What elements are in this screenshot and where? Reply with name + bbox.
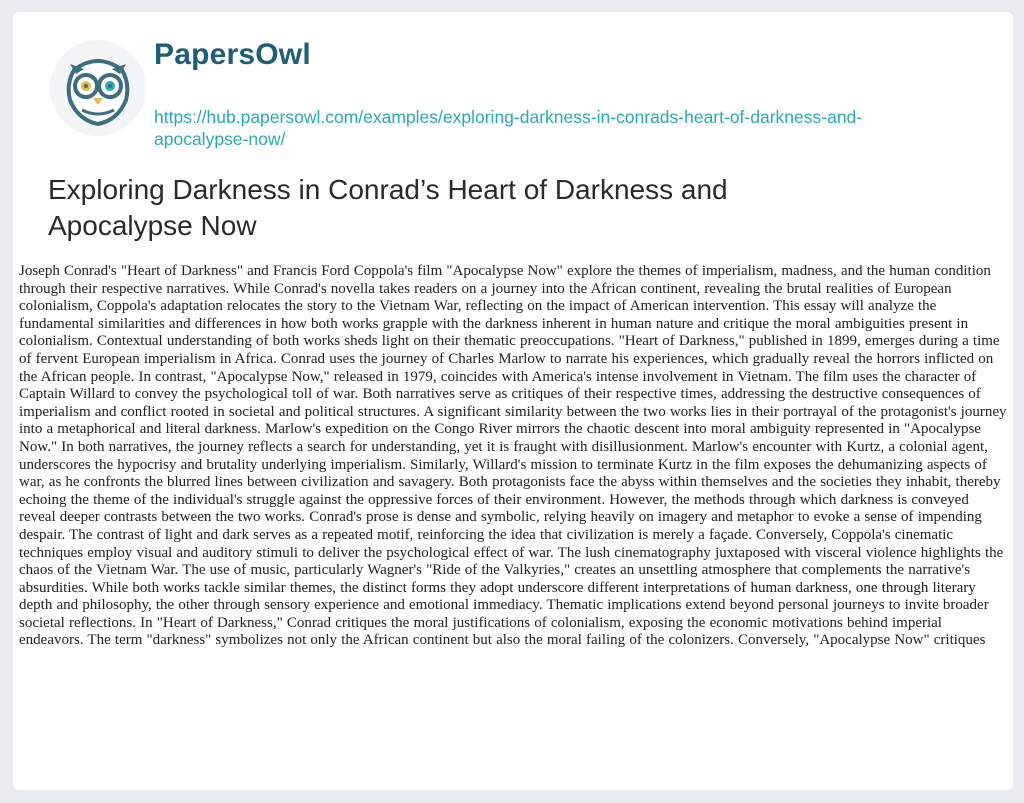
article-url-link[interactable]: https://hub.papersowl.com/examples/exploring-darkness-in-conrads-heart-of-darkness-and-apocalypse-now/ xyxy=(154,107,863,149)
document-body: Joseph Conrad's "Heart of Darkness" and Francis Ford Coppola's film "Apocalypse Now" explore the themes of imperialism, madness, and the human condition through their respective narratives. While Conrad's novella takes readers on a journey into the African continent, revealing the brutal realities of European colonialism, Coppola's adaptation relocates the story to the Vietnam War, reflecting on the impact of American intervention. This essay will analyze the fundamental similarities and differences in how both works grapple with the darkness inherent in human nature and critique the moral ambiguities present in colonialism. Contextual understanding of both works sheds light on their thematic preoccupations. "Heart of Darkness," published in 1899, emerges during a time of fervent European imperialism in Africa. Conrad uses the journey of Charles Marlow to narrate his experiences, which gradually reveal the horrors inflicted on the African people. In contrast, "Apocalypse Now," released in 1979, coincides with America's intense involvement in Vietnam. The film uses the character of Captain Willard to convey the psychological toll of war. Both narratives serve as critiques of their respective times, addressing the destructive consequences of imperialism and conflict rooted in societal and political structures. A significant similarity between the two works lies in their portrayal of the protagonist's journey into a metaphorical and literal darkness. Marlow's expedition on the Congo River mirrors the chaotic descent into moral ambiguity represented in "Apocalypse Now." In both narratives, the journey reflects a search for understanding, yet it is fraught with disillusionment. Marlow's encounter with Kurtz, a colonial agent, underscores the hypocrisy and brutality underlying imperialism. Similarly, Willard's mission to terminate Kurtz in the film exposes the dehumanizing aspects of war, as he confronts the blurred lines between civilization and savagery. Both protagonists face the abyss within themselves and the societies they inhabit, thereby echoing the theme of the individual's struggle against the oppressive forces of their environment. However, the methods through which darkness is conveyed reveal deeper contrasts between the two works. Conrad's prose is dense and symbolic, relying heavily on imagery and metaphor to evoke a sense of impending despair. The contrast of light and dark serves as a repeated motif, reinforcing the idea that civilization is merely a façade. Conversely, Coppola's cinematic techniques employ visual and auditory stimuli to deliver the psychological effect of war. The lush cinematography juxtaposed with visceral violence highlights the chaos of the Vietnam War. The use of music, particularly Wagner's "Ride of the Valkyries," creates an unsettling atmosphere that complements the narrative's absurdities. While both works tackle similar themes, the distinct forms they adopt underscore different interpretations of human darkness, one through literary depth and philosophy, the other through sensory experience and emotional immediacy. Thematic implications extend beyond personal journeys to invite broader societal reflections. In "Heart of Darkness," Conrad critiques the moral justifications of colonialism, exposing the economic motivations behind imperial endeavors. The term "darkness" symbolizes not only the African continent but also the moral failing of the colonizers. Conversely, "Apocalypse Now" critiques xyxy=(19,263,1007,649)
document-page xyxy=(13,12,1013,790)
document-title: Exploring Darkness in Conrad’s Heart of Darkness and Apocalypse Now xyxy=(48,174,728,241)
brand-name: PapersOwl xyxy=(154,38,311,71)
owl-logo-icon xyxy=(48,38,148,138)
